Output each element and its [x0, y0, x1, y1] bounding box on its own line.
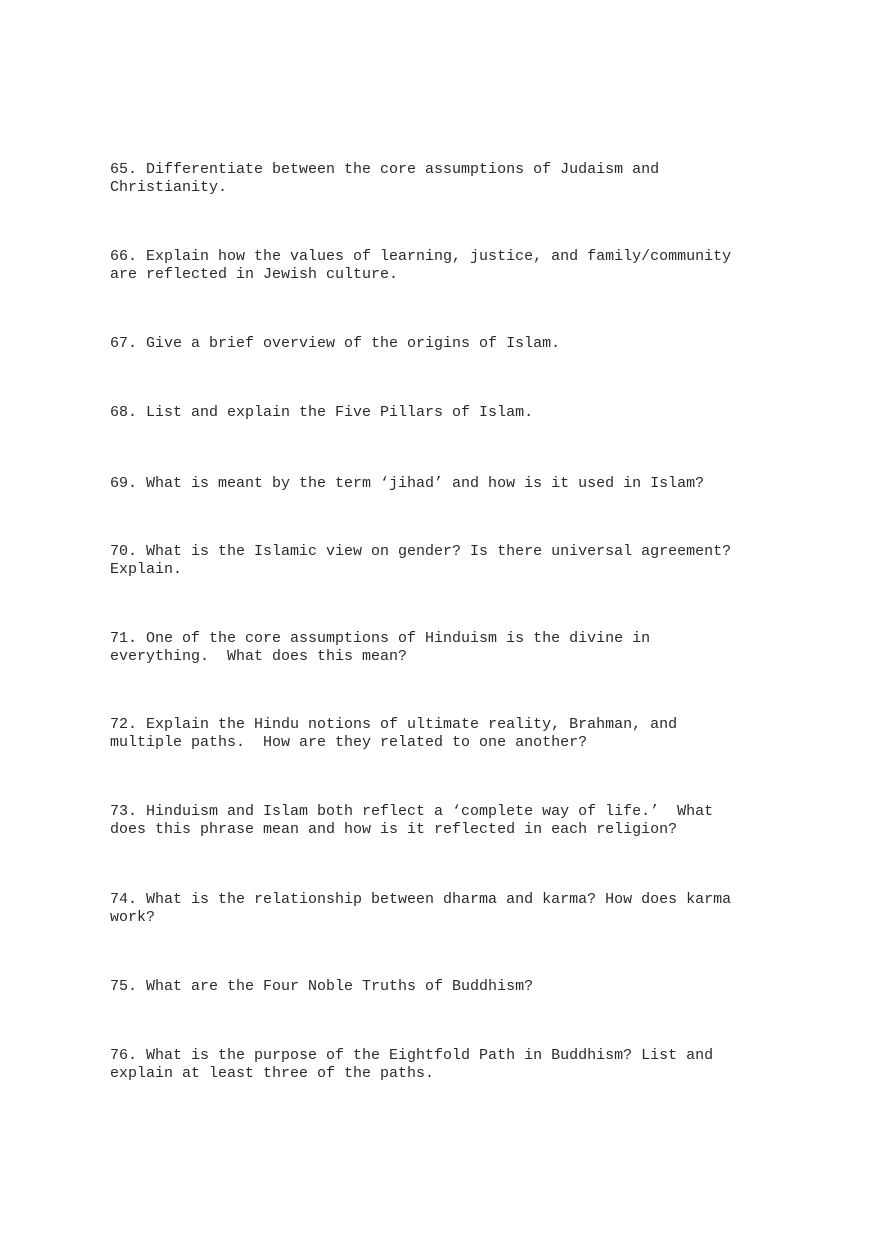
question-line: does this phrase mean and how is it reflected in each religion? — [110, 821, 678, 838]
question-74 — [110, 891, 731, 927]
question-75 — [110, 978, 533, 996]
question-line: 66. Explain how the values of learning, justice, and family/community — [110, 248, 732, 265]
question-line: 71. One of the core assumptions of Hinduism is the divine in — [110, 630, 651, 647]
question-line: 76. What is the purpose of the Eightfold Path in Buddhism? List and — [110, 1047, 714, 1064]
question-line: 67. Give a brief overview of the origins of Islam. — [110, 335, 561, 352]
question-line: Christianity. — [110, 179, 228, 196]
question-72 — [110, 716, 677, 752]
question-76 — [110, 1047, 713, 1083]
question-line: 69. What is meant by the term ‘jihad’ and how is it used in Islam? — [110, 475, 705, 492]
question-line: are reflected in Jewish culture. — [110, 266, 399, 283]
question-66 — [110, 248, 731, 284]
question-65 — [110, 161, 659, 197]
question-line: work? — [110, 909, 156, 926]
question-line: 74. What is the relationship between dharma and karma? How does karma — [110, 891, 732, 908]
question-line: explain at least three of the paths. — [110, 1065, 435, 1082]
question-line: 68. List and explain the Five Pillars of Islam. — [110, 404, 534, 421]
question-67 — [110, 335, 560, 353]
question-73 — [110, 803, 713, 839]
question-line: 70. What is the Islamic view on gender? Is there universal agreement? — [110, 543, 732, 560]
question-line: Explain. — [110, 561, 183, 578]
question-68 — [110, 404, 533, 422]
question-line: everything. What does this mean? — [110, 648, 408, 665]
question-70 — [110, 543, 731, 579]
question-line: multiple paths. How are they related to one another? — [110, 734, 588, 751]
question-line: 65. Differentiate between the core assumptions of Judaism and — [110, 161, 660, 178]
question-69 — [110, 475, 704, 493]
question-71 — [110, 630, 650, 666]
question-line: 73. Hinduism and Islam both reflect a ‘complete way of life.’ What — [110, 803, 714, 820]
question-line: 72. Explain the Hindu notions of ultimate reality, Brahman, and — [110, 716, 678, 733]
question-line: 75. What are the Four Noble Truths of Buddhism? — [110, 978, 534, 995]
